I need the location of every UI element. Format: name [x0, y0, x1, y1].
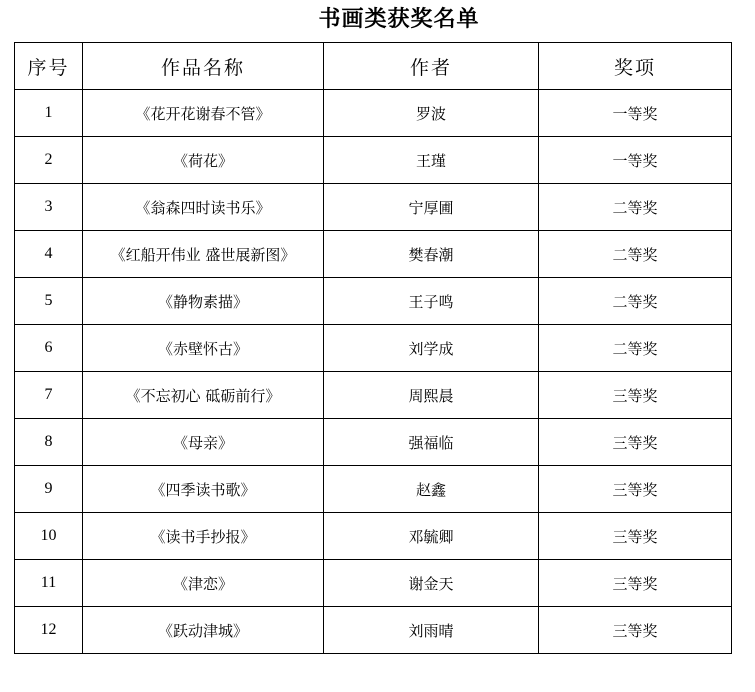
- cell-author: 刘雨晴: [324, 607, 539, 654]
- cell-work: 《花开花谢春不管》: [83, 90, 324, 137]
- table-row: [15, 231, 732, 278]
- cell-work: 《静物素描》: [83, 278, 324, 325]
- cell-no: 10: [15, 513, 83, 560]
- cell-award: 三等奖: [539, 607, 732, 654]
- cell-work: 《读书手抄报》: [83, 513, 324, 560]
- cell-author: 罗波: [324, 90, 539, 137]
- table-row: [15, 607, 732, 654]
- cell-no: 4: [15, 231, 83, 278]
- cell-no: 6: [15, 325, 83, 372]
- cell-no: 8: [15, 419, 83, 466]
- cell-award: 二等奖: [539, 231, 732, 278]
- cell-award: 一等奖: [539, 137, 732, 184]
- cell-work: 《翁森四时读书乐》: [83, 184, 324, 231]
- cell-award: 二等奖: [539, 278, 732, 325]
- table-header: [15, 43, 732, 90]
- cell-author: 邓毓卿: [324, 513, 539, 560]
- table-row: [15, 137, 732, 184]
- table-row: [15, 513, 732, 560]
- header-author: 作者: [324, 43, 539, 90]
- cell-no: 9: [15, 466, 83, 513]
- table-row: [15, 278, 732, 325]
- cell-work: 《荷花》: [83, 137, 324, 184]
- cell-work: 《不忘初心 砥砺前行》: [83, 372, 324, 419]
- cell-award: 三等奖: [539, 419, 732, 466]
- cell-no: 1: [15, 90, 83, 137]
- cell-work: 《津恋》: [83, 560, 324, 607]
- header-row: [15, 43, 732, 90]
- cell-author: 樊春潮: [324, 231, 539, 278]
- cell-work: 《赤壁怀古》: [83, 325, 324, 372]
- cell-work: 《红船开伟业 盛世展新图》: [83, 231, 324, 278]
- cell-author: 刘学成: [324, 325, 539, 372]
- cell-award: 一等奖: [539, 90, 732, 137]
- cell-author: 宁厚圃: [324, 184, 539, 231]
- cell-work: 《四季读书歌》: [83, 466, 324, 513]
- cell-no: 12: [15, 607, 83, 654]
- cell-work: 《跃动津城》: [83, 607, 324, 654]
- cell-no: 3: [15, 184, 83, 231]
- table-row: [15, 466, 732, 513]
- cell-no: 7: [15, 372, 83, 419]
- header-no: 序号: [15, 43, 83, 90]
- table-row: [15, 419, 732, 466]
- cell-author: 周熙晨: [324, 372, 539, 419]
- table-row: [15, 90, 732, 137]
- cell-award: 三等奖: [539, 372, 732, 419]
- table-row: [15, 560, 732, 607]
- awards-table: [14, 42, 732, 654]
- cell-no: 11: [15, 560, 83, 607]
- cell-award: 三等奖: [539, 513, 732, 560]
- cell-award: 三等奖: [539, 560, 732, 607]
- cell-author: 谢金天: [324, 560, 539, 607]
- cell-author: 王瑾: [324, 137, 539, 184]
- table-row: [15, 184, 732, 231]
- table-body: [15, 90, 732, 654]
- cell-award: 二等奖: [539, 184, 732, 231]
- cell-author: 强福临: [324, 419, 539, 466]
- table-row: [15, 325, 732, 372]
- cell-work: 《母亲》: [83, 419, 324, 466]
- cell-award: 二等奖: [539, 325, 732, 372]
- cell-award: 三等奖: [539, 466, 732, 513]
- document-title: 书画类获奖名单: [318, 6, 480, 32]
- cell-no: 5: [15, 278, 83, 325]
- cell-author: 王子鸣: [324, 278, 539, 325]
- cell-no: 2: [15, 137, 83, 184]
- cell-author: 赵鑫: [324, 466, 539, 513]
- header-work: 作品名称: [83, 43, 324, 90]
- header-award: 奖项: [539, 43, 732, 90]
- table-row: [15, 372, 732, 419]
